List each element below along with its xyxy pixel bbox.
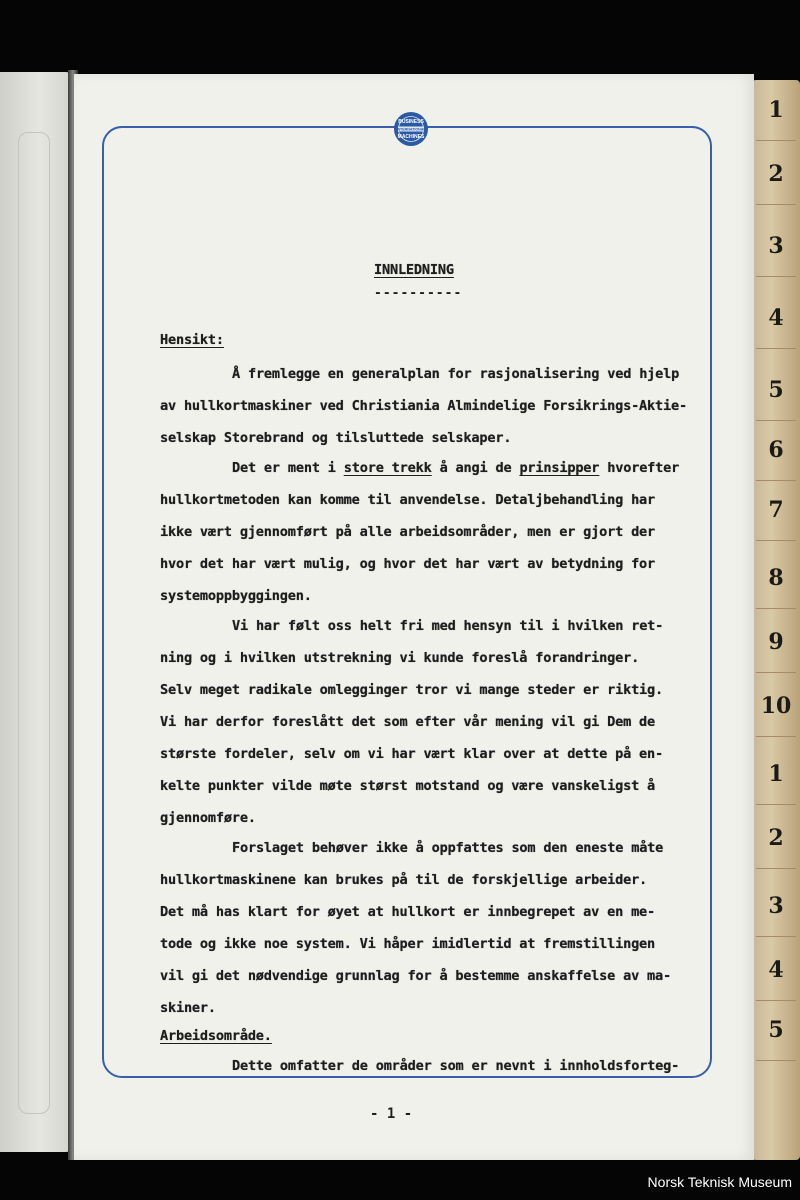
- svg-text:INTERNATIONAL: INTERNATIONAL: [396, 127, 426, 132]
- text-line: Vi har følt oss helt fri med hensyn til i hvilken ret-: [232, 618, 664, 634]
- text-line: vil gi det nødvendige grunnlag for å bestemme anskaffelse av ma-: [160, 968, 671, 984]
- section-label: Hensikt:: [160, 332, 224, 348]
- index-tab[interactable]: 4: [756, 940, 796, 1001]
- text-fragment: Det er ment i: [232, 460, 344, 476]
- index-tab[interactable]: 2: [756, 808, 796, 869]
- text-line: gjennomføre.: [160, 810, 256, 826]
- text-line: Vi har derfor foreslått det som efter vår mening vil gi Dem de: [160, 714, 656, 730]
- document-heading: INNLEDNING: [374, 262, 454, 278]
- text-fragment: hvorefter: [599, 460, 680, 476]
- index-tab[interactable]: 3: [756, 876, 796, 937]
- museum-credit: Norsk Teknisk Museum: [647, 1174, 792, 1190]
- text-line: hullkortmetoden kan komme til anvendelse. Detaljbehandling har: [160, 492, 656, 508]
- previous-page-edge: [0, 72, 72, 1152]
- index-tab[interactable]: 8: [756, 548, 796, 609]
- svg-text:BUSINESS: BUSINESS: [398, 119, 424, 125]
- index-tab[interactable]: 3: [756, 216, 796, 277]
- text-line: Dette omfatter de områder som er nevnt i innholdsforteg-: [232, 1058, 680, 1074]
- text-line-with-emphasis: [232, 460, 679, 476]
- index-tab[interactable]: 9: [756, 612, 796, 673]
- index-tab[interactable]: 1: [756, 744, 796, 805]
- text-line: av hullkortmaskiner ved Christiania Almindelige Forsikrings-Aktie-: [160, 398, 687, 414]
- previous-page-frame: [18, 132, 50, 1114]
- text-line: hvor det har vært mulig, og hvor det har vært av betydning for: [160, 556, 656, 572]
- text-fragment: å angi de: [431, 460, 520, 476]
- index-tab[interactable]: 7: [756, 480, 796, 541]
- index-tab[interactable]: 5: [756, 360, 796, 421]
- text-line: selskap Storebrand og tilsluttede selskaper.: [160, 430, 512, 446]
- index-tab[interactable]: 10: [756, 676, 796, 737]
- text-line: Selv meget radikale omlegginger tror vi mange steder er riktig.: [160, 682, 664, 698]
- ibm-seal-logo: [394, 112, 428, 146]
- section-label: Arbeidsområde.: [160, 1028, 272, 1044]
- index-tab[interactable]: 2: [756, 144, 796, 205]
- heading-dash-line: ----------: [374, 286, 463, 301]
- text-line: systemoppbyggingen.: [160, 588, 312, 604]
- text-line: største fordeler, selv om vi har vært klar over at dette på en-: [160, 746, 664, 762]
- text-line: Å fremlegge en generalplan for rasjonalisering ved hjelp: [232, 366, 680, 382]
- text-line: Det må has klart for øyet at hullkort er innbegrepet av en me-: [160, 904, 656, 920]
- text-line: Forslaget behøver ikke å oppfattes som den eneste måte: [232, 840, 664, 856]
- svg-text:MACHINES: MACHINES: [397, 134, 425, 140]
- text-line: ning og i hvilken utstrekning vi kunde foreslå forandringer.: [160, 650, 640, 666]
- index-tab[interactable]: 4: [756, 288, 796, 349]
- page-number: - 1 -: [370, 1106, 413, 1122]
- text-line: tode og ikke noe system. Vi håper imidlertid at fremstillingen: [160, 936, 656, 952]
- index-tab[interactable]: 1: [756, 80, 796, 141]
- text-line: hullkortmaskinene kan brukes på til de forskjellige arbeider.: [160, 872, 648, 888]
- index-tabs: [752, 80, 800, 1160]
- text-line: skiner.: [160, 1000, 216, 1016]
- index-tab[interactable]: 6: [756, 420, 796, 481]
- index-tab[interactable]: 5: [756, 1000, 796, 1061]
- text-line: kelte punkter vilde møte størst motstand og være vanskeligst å: [160, 778, 656, 794]
- underlined-phrase: prinsipper: [519, 460, 600, 476]
- text-line: ikke vært gjennomført på alle arbeidsområder, men er gjort der: [160, 524, 656, 540]
- document-page: [74, 74, 754, 1160]
- underlined-phrase: store trekk: [343, 460, 432, 476]
